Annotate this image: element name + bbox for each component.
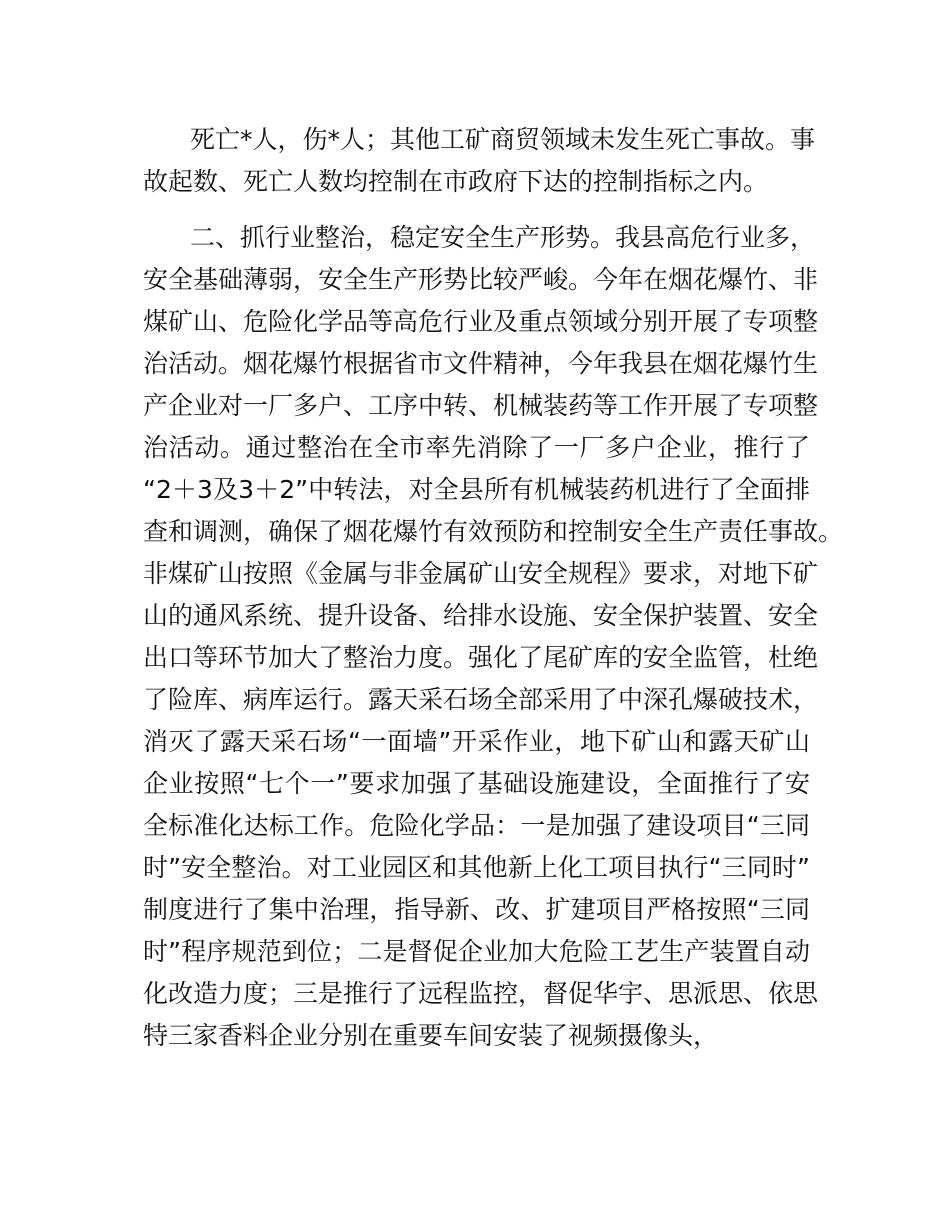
text-line: 时”程序规范到位；二是督促企业加大危险工艺生产装置自动: [143, 937, 810, 966]
text-line: 制度进行了集中治理，指导新、改、扩建项目严格按照“三同: [143, 895, 810, 924]
text-line: “2＋3及3＋2”中转法，对全县所有机械装药机进行了全面排: [143, 475, 810, 504]
text-line: 全标准化达标工作。危险化学品：一是加强了建设项目“三同: [143, 811, 810, 840]
text-line: 出口等环节加大了整治力度。强化了尾矿库的安全监管，杜绝: [143, 643, 819, 672]
text-line: 企业按照“七个一”要求加强了基础设施建设，全面推行了安: [143, 769, 810, 798]
text-line: 特三家香料企业分别在重要车间安装了视频摄像头，: [143, 1021, 719, 1050]
text-line: 消灭了露天采石场“一面墙”开采作业，地下矿山和露天矿山: [143, 727, 810, 756]
text-line: 非煤矿山按照《金属与非金属矿山安全规程》要求，对地下矿: [143, 559, 819, 588]
text-line: 故起数、死亡人数均控制在市政府下达的控制指标之内。: [143, 167, 769, 196]
text-line: 山的通风系统、提升设备、给排水设施、安全保护装置、安全: [143, 601, 819, 630]
text-line: 化改造力度；三是推行了远程监控，督促华宇、思派思、依思: [143, 979, 819, 1008]
text-line: 了险库、病库运行。露天采石场全部采用了中深孔爆破技术，: [143, 685, 819, 714]
text-line: 煤矿山、危险化学品等高危行业及重点领域分别开展了专项整: [143, 307, 819, 336]
text-line: 时”安全整治。对工业园区和其他新上化工项目执行“三同时”: [143, 853, 810, 882]
text-line: 二、抓行业整治，稳定安全生产形势。我县高危行业多，: [190, 223, 816, 252]
text-line: 治活动。通过整治在全市率先消除了一厂多户企业，推行了: [143, 433, 810, 462]
text-line: 治活动。烟花爆竹根据省市文件精神，今年我县在烟花爆竹生: [143, 349, 819, 378]
text-line: 安全基础薄弱，安全生产形势比较严峻。今年在烟花爆竹、非: [143, 265, 819, 294]
text-line: 死亡*人，伤*人；其他工矿商贸领域未发生死亡事故。事: [190, 125, 816, 154]
text-line: 查和调测，确保了烟花爆竹有效预防和控制安全生产责任事故。: [143, 517, 844, 546]
text-line: 产企业对一厂多户、工序中转、机械装药等工作开展了专项整: [143, 391, 819, 420]
